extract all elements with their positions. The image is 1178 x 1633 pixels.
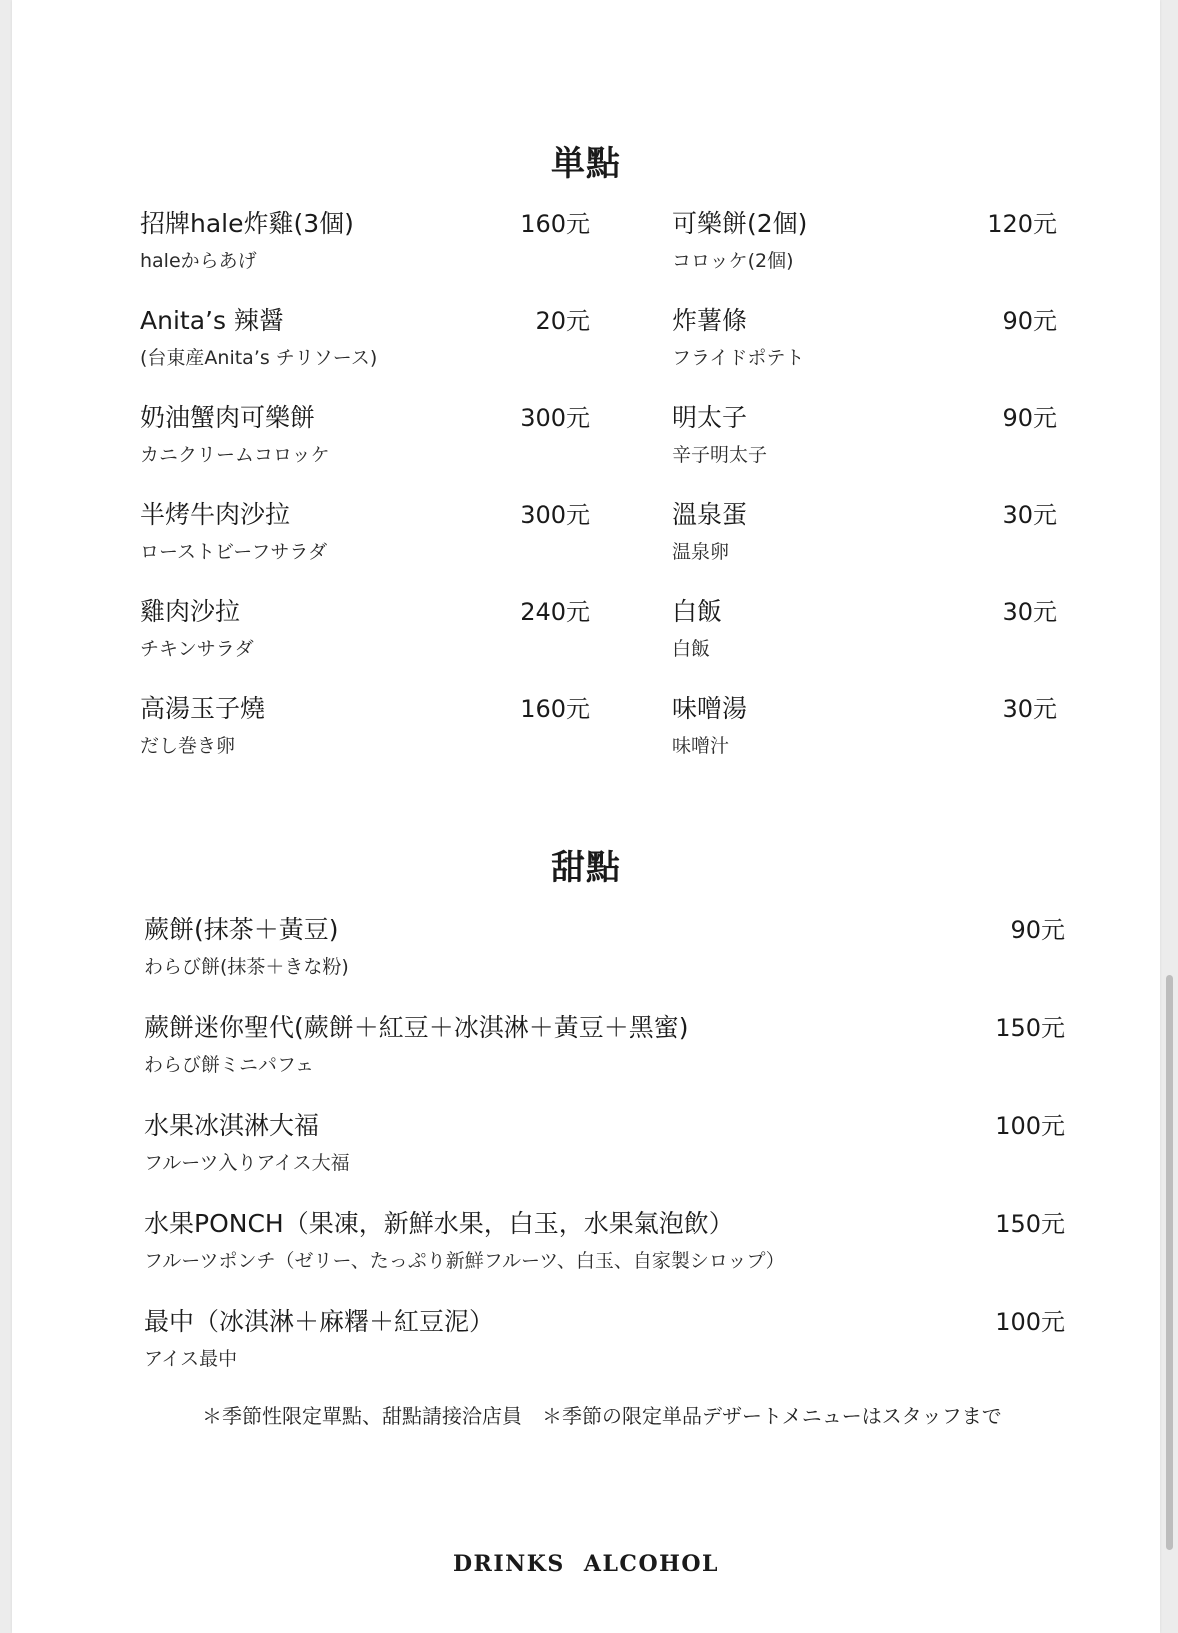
item-subtitle: カニクリームコロッケ <box>140 444 330 466</box>
item-price: 20元 <box>535 307 590 335</box>
item-subtitle: フルーツ入りアイス大福 <box>144 1152 350 1174</box>
item-price: 240元 <box>520 598 590 626</box>
item-subtitle: haleからあげ <box>140 250 257 272</box>
item-name: 蕨餅(抹茶＋黃豆) <box>144 915 339 944</box>
item-name: 高湯玉子燒 <box>140 694 266 723</box>
item-price: 150元 <box>995 1210 1065 1238</box>
item-subtitle: (台東産Anita’s チリソース) <box>140 347 378 369</box>
item-price: 160元 <box>520 695 590 723</box>
item-subtitle: 辛子明太子 <box>672 444 768 466</box>
item-price: 90元 <box>1002 307 1057 335</box>
item-price: 300元 <box>520 404 590 432</box>
item-name: 水果冰淇淋大福 <box>144 1111 320 1140</box>
section-title-desserts: 甜點 <box>551 848 621 888</box>
item-name: 明太子 <box>672 403 748 432</box>
item-price: 160元 <box>520 210 590 238</box>
scrollbar[interactable] <box>1164 0 1174 1633</box>
section-title-dishes: 単點 <box>551 144 621 184</box>
item-price: 100元 <box>995 1308 1065 1336</box>
item-subtitle: ローストビーフサラダ <box>140 541 328 563</box>
item-name: 白飯 <box>672 597 723 626</box>
item-name: 水果PONCH（果凍，新鮮水果，白玉，水果氣泡飲） <box>144 1209 734 1238</box>
item-subtitle: わらび餅(抹茶＋きな粉) <box>144 956 349 978</box>
item-subtitle: アイス最中 <box>144 1348 238 1370</box>
item-price: 90元 <box>1002 404 1057 432</box>
scrollbar-thumb[interactable] <box>1166 975 1173 1550</box>
item-name: 溫泉蛋 <box>672 500 748 529</box>
item-name: 招牌hale炸雞(3個) <box>140 209 354 238</box>
item-subtitle: 温泉卵 <box>672 541 730 563</box>
menu-page <box>12 0 1160 1633</box>
item-price: 30元 <box>1002 501 1057 529</box>
item-name: Anita’s 辣醤 <box>140 306 284 335</box>
item-subtitle: 白飯 <box>672 638 711 660</box>
item-subtitle: コロッケ(2個) <box>672 250 794 272</box>
item-price: 100元 <box>995 1112 1065 1140</box>
item-name: 炸薯條 <box>672 306 748 335</box>
item-name: 雞肉沙拉 <box>140 597 241 626</box>
item-name: 可樂餅(2個) <box>672 209 808 238</box>
item-name: 最中（冰淇淋＋麻糬＋紅豆泥） <box>144 1307 495 1336</box>
item-name: 蕨餅迷你聖代(蕨餅＋紅豆＋冰淇淋＋黃豆＋黑蜜) <box>144 1013 689 1042</box>
item-name: 味噌湯 <box>672 694 748 723</box>
item-price: 300元 <box>520 501 590 529</box>
item-price: 30元 <box>1002 598 1057 626</box>
item-subtitle: フルーツポンチ（ゼリー、たっぷり新鮮フルーツ、白玉、自家製シロップ） <box>144 1250 785 1272</box>
drinks-alcohol-heading: DRINKS ALCOHOL <box>452 1551 720 1577</box>
item-price: 120元 <box>987 210 1057 238</box>
item-name: 奶油蟹肉可樂餅 <box>140 403 316 432</box>
item-price: 150元 <box>995 1014 1065 1042</box>
seasonal-note: ＊季節性限定單點、甜點請接洽店員 ＊季節の限定単品デザートメニューはスタッフまで <box>202 1404 1002 1428</box>
item-name: 半烤牛肉沙拉 <box>140 500 291 529</box>
item-subtitle: 味噌汁 <box>672 735 730 757</box>
item-price: 30元 <box>1002 695 1057 723</box>
item-subtitle: チキンサラダ <box>140 638 254 660</box>
item-subtitle: わらび餅ミニパフェ <box>144 1054 315 1076</box>
item-subtitle: フライドポテト <box>672 347 805 369</box>
item-subtitle: だし巻き卵 <box>140 735 236 757</box>
item-price: 90元 <box>1010 916 1065 944</box>
